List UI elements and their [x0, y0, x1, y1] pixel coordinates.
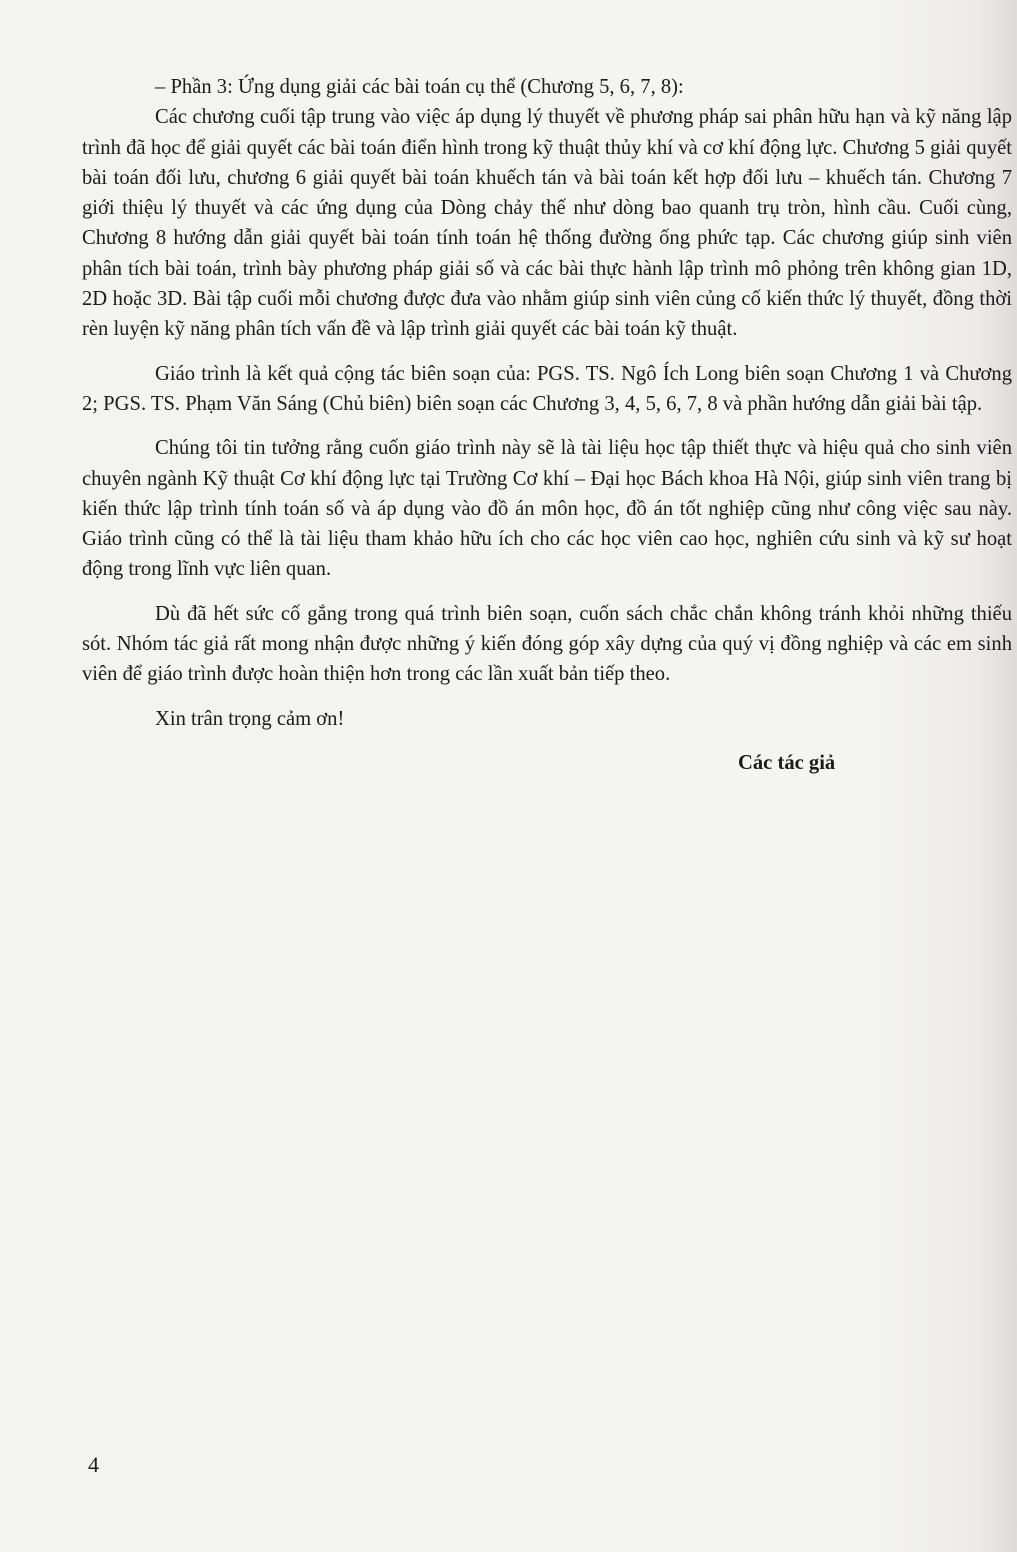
page-number: 4	[88, 1452, 99, 1477]
paragraph-final-chapters: Các chương cuối tập trung vào việc áp dụng lý thuyết về phương pháp sai phân hữu hạn và kỹ năng lập trình đã học để giải quyết các bài toán điển hình trong kỹ thuật thủy khí và cơ khí động lực. Chương 5 giải quyết bài toán đối lưu, chương 6 giải quyết bài toán khuếch tán và bài toán kết hợp đối lưu – khuếch tán. Chương 7 giới thiệu lý thuyết và các ứng dụng của Dòng chảy thế như dòng bao quanh trụ tròn, hình cầu. Cuối cùng, Chương 8 hướng dẫn giải quyết bài toán tính toán hệ thống đường ống phức tạp. Các chương giúp sinh viên phân tích bài toán, trình bày phương pháp giải số và các bài thực hành lập trình mô phỏng trên không gian 1D, 2D hoặc 3D. Bài tập cuối mỗi chương được đưa vào nhằm giúp sinh viên củng cố kiến thức lý thuyết, đồng thời rèn luyện kỹ năng phân tích vấn đề và lập trình giải quyết các bài toán kỹ thuật.	[82, 106, 1012, 341]
paragraph-authors-contribution: Giáo trình là kết quả cộng tác biên soạn của: PGS. TS. Ngô Ích Long biên soạn Chương 1 và Chương 2; PGS. TS. Phạm Văn Sáng (Chủ biên) biên soạn các Chương 3, 4, 5, 6, 7, 8 và phần hướng dẫn giải bài tập.	[82, 362, 1012, 415]
paragraph-thanks: Xin trân trọng cảm ơn!	[155, 707, 345, 730]
signature: Các tác giả	[738, 751, 836, 774]
paragraph-purpose: Chúng tôi tin tưởng rằng cuốn giáo trình này sẽ là tài liệu học tập thiết thực và hiệu quả cho sinh viên chuyên ngành Kỹ thuật Cơ khí động lực tại Trường Cơ khí – Đại học Bách khoa Hà Nội, giúp sinh viên trang bị kiến thức lập trình tính toán số và áp dụng vào đồ án môn học, đồ án tốt nghiệp cũng như công việc sau này. Giáo trình cũng có thể là tài liệu tham khảo hữu ích cho các học viên cao học, nghiên cứu sinh và kỹ sư hoạt động trong lĩnh vực liên quan.	[82, 437, 1012, 581]
paragraph-part-3-heading: – Phần 3: Ứng dụng giải các bài toán cụ thể (Chương 5, 6, 7, 8):	[155, 76, 684, 98]
paragraph-feedback-request: Dù đã hết sức cố gắng trong quá trình biên soạn, cuốn sách chắc chắn không tránh khỏi những thiếu sót. Nhóm tác giả rất mong nhận được những ý kiến đóng góp xây dựng của quý vị đồng nghiệp và các em sinh viên để giáo trình được hoàn thiện hơn trong các lần xuất bản tiếp theo.	[82, 602, 1012, 686]
page-body	[82, 72, 1012, 778]
